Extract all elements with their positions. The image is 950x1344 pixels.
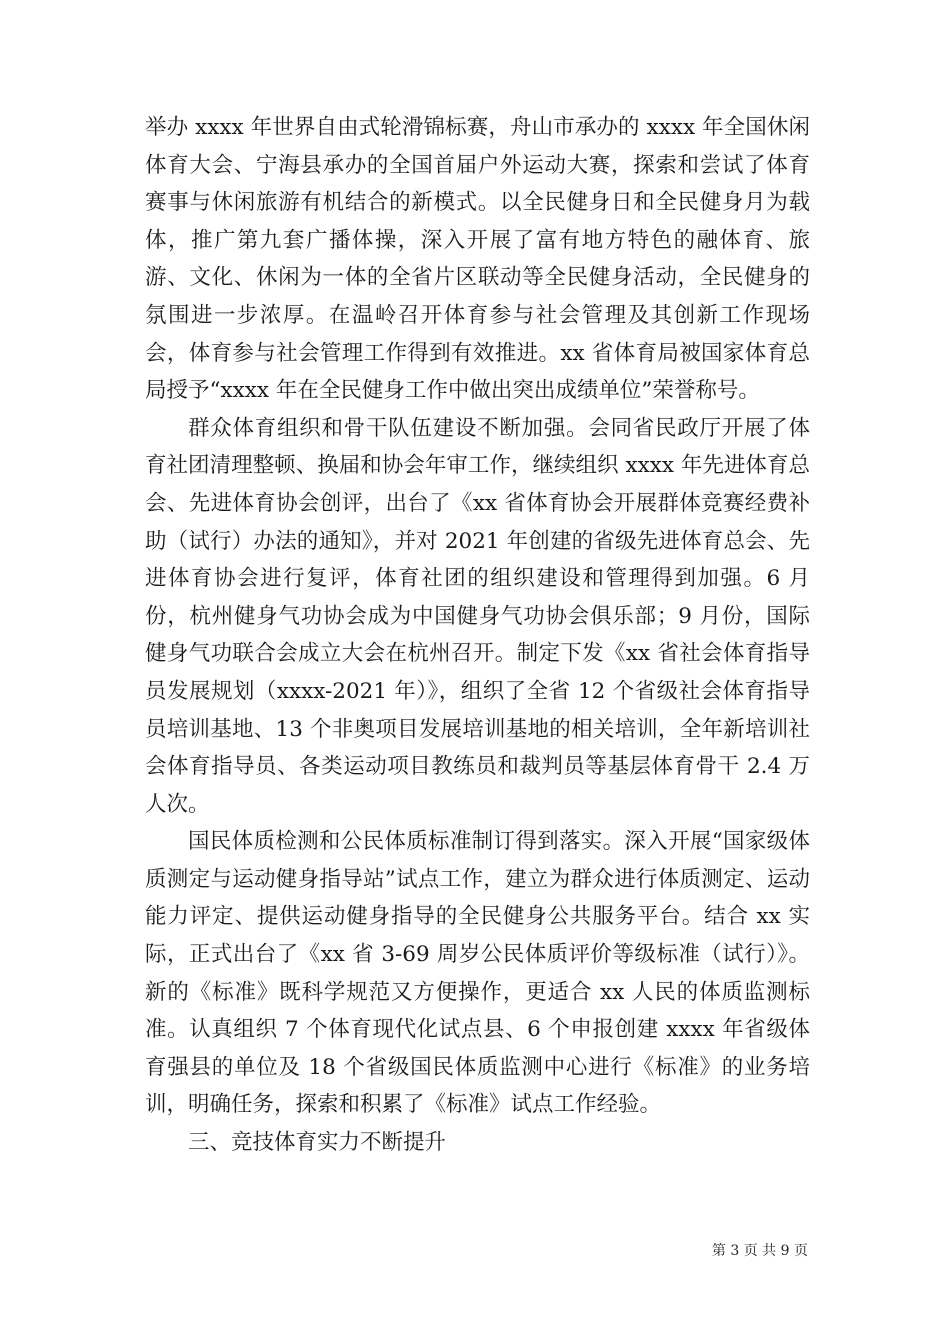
paragraph-events: 举办 xxxx 年世界自由式轮滑锦标赛，舟山市承办的 xxxx 年全国休闲体育大会、宁海县承办的全国首届户外运动大赛，探索和尝试了体育赛事与休闲旅游有机结合的新模式。以全民健身日和全民健身月为载体，推广第九套广播体操，深入开展了富有地方特色的融体育、旅游、文化、休闲为一体的全省片区联动等全民健身活动，全民健身的氛围进一步浓厚。在温岭召开体育参与社会管理及其创新工作现场会，体育参与社会管理工作得到有效推进。xx 省体育局被国家体育总局授予“xxxx 年在全民健身工作中做出突出成绩单位”荣誉称号。 — [145, 115, 810, 404]
document-body — [145, 109, 810, 1162]
paragraph-mass-sports-organizations: 群众体育组织和骨干队伍建设不断加强。会同省民政厅开展了体育社团清理整顿、换届和协会年审工作，继续组织 xxxx 年先进体育总会、先进体育协会创评，出台了《xx 省体育协会开展群体竞赛经费补助（试行）办法的通知》，并对 2021 年创建的省级先进体育总会、先进体育协会进行复评，体育社团的组织建设和管理得到加强。6 月份，杭州健身气功协会成为中国健身气功协会俱乐部；9 月份，国际健身气功联合会成立大会在杭州召开。制定下发《xx 省社会体育指导员发展规划（xxxx-2021 年）》，组织了全省 12 个省级社会体育指导员培训基地、13 个非奥项目发展培训基地的相关培训，全年新培训社会体育指导员、各类运动项目教练员和裁判员等基层体育骨干 2.4 万人次。 — [145, 415, 810, 817]
paragraph-physical-fitness-standards: 国民体质检测和公民体质标准制订得到落实。深入开展“国家级体质测定与运动健身指导站”试点工作，建立为群众进行体质测定、运动能力评定、提供运动健身指导的全民健身公共服务平台。结合 xx 实际，正式出台了《xx 省 3-69 周岁公民体质评价等级标准（试行）》。新的《标准》既科学规范又方便操作，更适合 xx 人民的体质监测标准。认真组织 7 个体育现代化试点县、6 个申报创建 xxxx 年省级体育强县的单位及 18 个省级国民体质监测中心进行《标准》的业务培训，明确任务，探索和积累了《标准》试点工作经验。 — [145, 829, 810, 1118]
page-number: 第 3 页 共 9 页 — [711, 1243, 808, 1259]
section-heading-competitive-sports: 三、竞技体育实力不断提升 — [188, 1130, 447, 1156]
